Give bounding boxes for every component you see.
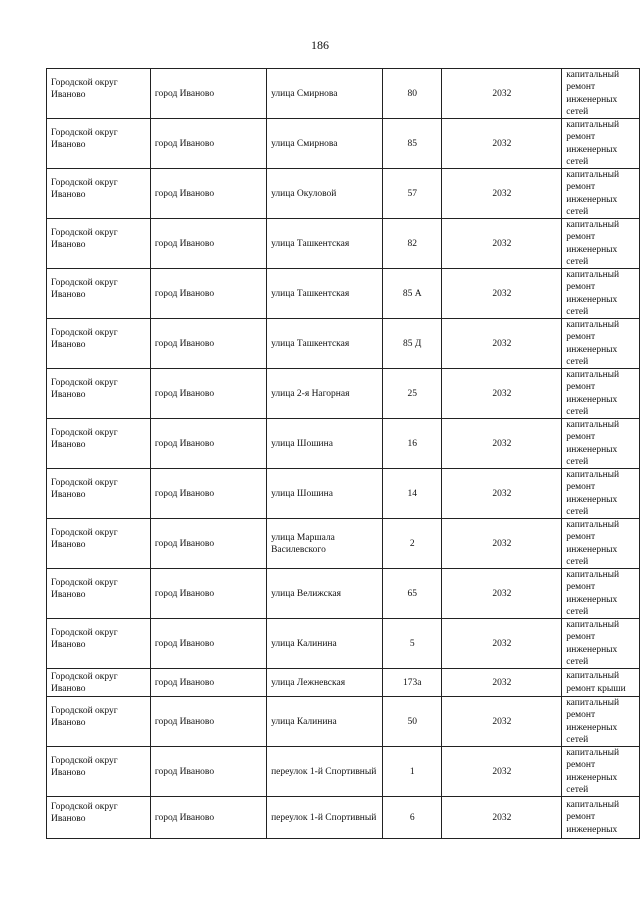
district-cell <box>47 69 151 119</box>
house-number-cell-text: 85 <box>407 138 417 149</box>
work-type-cell-text: капитальный ремонт инженерных сетей <box>566 220 620 267</box>
street-cell <box>267 747 383 797</box>
city-cell-text: город Иваново <box>154 238 215 249</box>
house-number-cell-text: 65 <box>407 588 417 599</box>
table-row <box>47 69 640 119</box>
city-cell <box>150 697 266 747</box>
district-cell-text: Городской округ Иваново <box>51 577 118 600</box>
district-cell <box>47 419 151 469</box>
work-type-cell <box>562 119 640 169</box>
district-cell-text: Городской округ Иваново <box>51 671 118 694</box>
year-cell <box>442 569 562 619</box>
district-cell <box>47 569 151 619</box>
house-number-cell <box>382 619 441 669</box>
house-number-cell-text: 80 <box>407 88 417 99</box>
street-cell-text: улица Маршала Василевского <box>271 532 335 555</box>
district-cell <box>47 697 151 747</box>
street-cell <box>267 169 383 219</box>
district-cell-text: Городской округ Иваново <box>51 801 118 824</box>
city-cell <box>150 519 266 569</box>
year-cell-text: 2032 <box>492 538 512 549</box>
city-cell <box>150 119 266 169</box>
street-cell-text: улица Лежневская <box>271 677 346 688</box>
work-type-cell <box>562 419 640 469</box>
district-cell-text: Городской округ Иваново <box>51 127 118 150</box>
house-number-cell-text: 5 <box>409 638 415 649</box>
city-cell <box>150 219 266 269</box>
house-number-cell-text: 1 <box>409 766 415 777</box>
table-row <box>47 669 640 697</box>
district-cell-text: Городской округ Иваново <box>51 755 118 778</box>
table-row <box>47 419 640 469</box>
city-cell-text: город Иваново <box>154 538 215 549</box>
work-type-cell <box>562 519 640 569</box>
street-cell <box>267 319 383 369</box>
housing-repair-table <box>46 68 640 839</box>
work-type-cell <box>562 569 640 619</box>
page-number: 186 <box>311 38 329 52</box>
district-cell-text: Городской округ Иваново <box>51 627 118 650</box>
district-cell <box>47 369 151 419</box>
city-cell-text: город Иваново <box>154 716 215 727</box>
table-row <box>47 319 640 369</box>
year-cell <box>442 369 562 419</box>
district-cell <box>47 747 151 797</box>
city-cell <box>150 369 266 419</box>
table-row <box>47 619 640 669</box>
city-cell-text: город Иваново <box>154 766 215 777</box>
year-cell <box>442 269 562 319</box>
street-cell-text: переулок 1-й Спортивный <box>271 766 377 777</box>
city-cell <box>150 169 266 219</box>
street-cell <box>267 569 383 619</box>
district-cell-text: Городской округ Иваново <box>51 527 118 550</box>
house-number-cell <box>382 69 441 119</box>
year-cell-text: 2032 <box>492 677 512 688</box>
district-cell-text: Городской округ Иваново <box>51 477 118 500</box>
table-row <box>47 219 640 269</box>
work-type-cell-text: капитальный ремонт инженерных сетей <box>566 170 620 217</box>
street-cell <box>267 119 383 169</box>
city-cell-text: город Иваново <box>154 338 215 349</box>
work-type-cell <box>562 269 640 319</box>
work-type-cell-text: капитальный ремонт инженерных сетей <box>566 420 620 467</box>
house-number-cell <box>382 419 441 469</box>
street-cell <box>267 519 383 569</box>
year-cell <box>442 69 562 119</box>
district-cell <box>47 619 151 669</box>
table-row <box>47 119 640 169</box>
year-cell-text: 2032 <box>492 238 512 249</box>
district-cell <box>47 469 151 519</box>
work-type-cell-text: капитальный ремонт инженерных сетей <box>566 320 620 367</box>
house-number-cell <box>382 319 441 369</box>
street-cell-text: улица Окуловой <box>271 188 337 199</box>
district-cell-text: Городской округ Иваново <box>51 427 118 450</box>
district-cell-text: Городской округ Иваново <box>51 77 118 100</box>
city-cell <box>150 619 266 669</box>
district-cell-text: Городской округ Иваново <box>51 227 118 250</box>
city-cell <box>150 269 266 319</box>
city-cell-text: город Иваново <box>154 188 215 199</box>
street-cell-text: улица Калинина <box>271 638 337 649</box>
year-cell-text: 2032 <box>492 88 512 99</box>
year-cell-text: 2032 <box>492 812 512 823</box>
year-cell-text: 2032 <box>492 438 512 449</box>
city-cell-text: город Иваново <box>154 288 215 299</box>
district-cell-text: Городской округ Иваново <box>51 277 118 300</box>
district-cell <box>47 519 151 569</box>
city-cell <box>150 747 266 797</box>
house-number-cell <box>382 269 441 319</box>
year-cell-text: 2032 <box>492 388 512 399</box>
work-type-cell <box>562 169 640 219</box>
city-cell-text: город Иваново <box>154 388 215 399</box>
year-cell-text: 2032 <box>492 638 512 649</box>
street-cell <box>267 419 383 469</box>
work-type-cell-text: капитальный ремонт инженерных сетей <box>566 620 620 667</box>
house-number-cell <box>382 519 441 569</box>
year-cell-text: 2032 <box>492 338 512 349</box>
district-cell <box>47 319 151 369</box>
house-number-cell <box>382 119 441 169</box>
table-row <box>47 569 640 619</box>
city-cell <box>150 419 266 469</box>
street-cell <box>267 269 383 319</box>
street-cell-text: улица Ташкентская <box>271 238 350 249</box>
district-cell <box>47 669 151 697</box>
city-cell <box>150 569 266 619</box>
table-body <box>47 69 640 839</box>
year-cell <box>442 169 562 219</box>
city-cell-text: город Иваново <box>154 677 215 688</box>
work-type-cell-text: капитальный ремонт инженерных сетей <box>566 748 620 795</box>
house-number-cell <box>382 697 441 747</box>
city-cell <box>150 319 266 369</box>
house-number-cell <box>382 169 441 219</box>
street-cell <box>267 369 383 419</box>
year-cell-text: 2032 <box>492 138 512 149</box>
district-cell-text: Городской округ Иваново <box>51 327 118 350</box>
year-cell <box>442 747 562 797</box>
year-cell <box>442 219 562 269</box>
house-number-cell <box>382 469 441 519</box>
work-type-cell-text: капитальный ремонт инженерных сетей <box>566 370 620 417</box>
year-cell-text: 2032 <box>492 716 512 727</box>
work-type-cell <box>562 219 640 269</box>
city-cell-text: город Иваново <box>154 638 215 649</box>
work-type-cell-text: капитальный ремонт крыши <box>566 671 626 694</box>
street-cell-text: улица Шошина <box>271 438 333 449</box>
street-cell-text: улица Смирнова <box>271 138 338 149</box>
year-cell <box>442 119 562 169</box>
work-type-cell-text: капитальный ремонт инженерных сетей <box>566 698 620 745</box>
street-cell <box>267 697 383 747</box>
work-type-cell <box>562 319 640 369</box>
table-row <box>47 369 640 419</box>
work-type-cell <box>562 669 640 697</box>
city-cell <box>150 797 266 839</box>
street-cell-text: улица Смирнова <box>271 88 338 99</box>
house-number-cell-text: 85 А <box>402 288 422 299</box>
work-type-cell <box>562 469 640 519</box>
city-cell <box>150 469 266 519</box>
work-type-cell <box>562 747 640 797</box>
district-cell-text: Городской округ Иваново <box>51 177 118 200</box>
street-cell <box>267 469 383 519</box>
table-row <box>47 747 640 797</box>
district-cell-text: Городской округ Иваново <box>51 377 118 400</box>
year-cell <box>442 419 562 469</box>
house-number-cell <box>382 669 441 697</box>
district-cell <box>47 797 151 839</box>
street-cell-text: переулок 1-й Спортивный <box>271 812 377 823</box>
year-cell-text: 2032 <box>492 288 512 299</box>
year-cell <box>442 319 562 369</box>
work-type-cell <box>562 619 640 669</box>
street-cell-text: улица 2-я Нагорная <box>271 388 350 399</box>
city-cell-text: город Иваново <box>154 88 215 99</box>
house-number-cell <box>382 797 441 839</box>
city-cell-text: город Иваново <box>154 588 215 599</box>
house-number-cell-text: 82 <box>407 238 417 249</box>
district-cell <box>47 269 151 319</box>
street-cell <box>267 69 383 119</box>
table-row <box>47 169 640 219</box>
work-type-cell <box>562 369 640 419</box>
house-number-cell-text: 50 <box>407 716 417 727</box>
city-cell-text: город Иваново <box>154 812 215 823</box>
house-number-cell-text: 2 <box>409 538 415 549</box>
year-cell <box>442 469 562 519</box>
year-cell-text: 2032 <box>492 488 512 499</box>
work-type-cell-text: капитальный ремонт инженерных сетей <box>566 470 620 517</box>
district-cell-text: Городской округ Иваново <box>51 705 118 728</box>
house-number-cell-text: 14 <box>407 488 417 499</box>
work-type-cell-text: капитальный ремонт инженерных сетей <box>566 270 620 317</box>
street-cell-text: улица Ташкентская <box>271 338 350 349</box>
street-cell <box>267 669 383 697</box>
year-cell <box>442 697 562 747</box>
district-cell <box>47 219 151 269</box>
table-row <box>47 697 640 747</box>
house-number-cell <box>382 747 441 797</box>
house-number-cell <box>382 369 441 419</box>
work-type-cell-text: капитальный ремонт инженерных сетей <box>566 120 620 167</box>
house-number-cell-text: 85 Д <box>403 338 422 349</box>
table-row <box>47 269 640 319</box>
year-cell <box>442 519 562 569</box>
street-cell <box>267 619 383 669</box>
year-cell <box>442 797 562 839</box>
work-type-cell <box>562 69 640 119</box>
district-cell <box>47 169 151 219</box>
house-number-cell-text: 16 <box>407 438 417 449</box>
street-cell-text: улица Ташкентская <box>271 288 350 299</box>
work-type-cell-text: капитальный ремонт инженерных сетей <box>566 70 620 117</box>
year-cell <box>442 669 562 697</box>
house-number-cell <box>382 219 441 269</box>
house-number-cell-text: 25 <box>407 388 417 399</box>
house-number-cell-text: 57 <box>407 188 417 199</box>
table-row <box>47 519 640 569</box>
year-cell-text: 2032 <box>492 766 512 777</box>
work-type-cell <box>562 797 640 839</box>
house-number-cell <box>382 569 441 619</box>
work-type-cell-text: капитальный ремонт инженерных <box>566 800 620 835</box>
house-number-cell-text: 173а <box>402 677 422 688</box>
work-type-cell-text: капитальный ремонт инженерных сетей <box>566 520 620 567</box>
year-cell-text: 2032 <box>492 188 512 199</box>
street-cell-text: улица Велижская <box>271 588 341 599</box>
city-cell <box>150 69 266 119</box>
street-cell <box>267 797 383 839</box>
city-cell <box>150 669 266 697</box>
year-cell <box>442 619 562 669</box>
street-cell-text: улица Шошина <box>271 488 333 499</box>
district-cell <box>47 119 151 169</box>
city-cell-text: город Иваново <box>154 438 215 449</box>
table-row <box>47 469 640 519</box>
city-cell-text: город Иваново <box>154 488 215 499</box>
table-row <box>47 797 640 839</box>
house-number-cell-text: 6 <box>409 812 415 823</box>
city-cell-text: город Иваново <box>154 138 215 149</box>
work-type-cell <box>562 697 640 747</box>
street-cell-text: улица Калинина <box>271 716 337 727</box>
year-cell-text: 2032 <box>492 588 512 599</box>
street-cell <box>267 219 383 269</box>
work-type-cell-text: капитальный ремонт инженерных сетей <box>566 570 620 617</box>
